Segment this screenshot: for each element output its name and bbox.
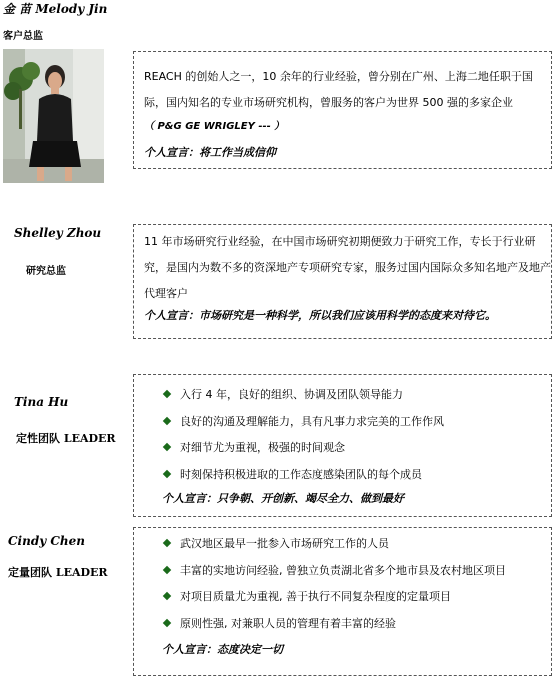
profile-role-shelley: 研究总监 — [26, 266, 66, 277]
diamond-bullet-icon — [163, 443, 171, 451]
list-item: 丰富的实地访问经验, 曾独立负责湖北省多个地市县及农村地区项目 — [164, 558, 551, 585]
profile-role-melody: 客户总监 — [3, 31, 43, 42]
profile-clients-melody: （ P&G GE WRIGLEY --- ） — [144, 121, 285, 132]
profile-motto-tina: 个人宣言：只争朝、开创新、竭尽全力、做到最好 — [162, 492, 404, 505]
diamond-bullet-icon — [163, 539, 171, 547]
list-item: 良好的沟通及理解能力，具有凡事力求完美的工作作风 — [164, 409, 551, 436]
list-item: 入行 4 年，良好的组织、协调及团队领导能力 — [164, 382, 551, 409]
list-item: 对细节尤为重视，极强的时间观念 — [164, 435, 551, 462]
profile-name-shelley: Shelley Zhou — [14, 226, 102, 240]
profile-role-cindy: 定量团队 LEADER — [8, 566, 108, 579]
portrait-image — [3, 49, 104, 183]
diamond-bullet-icon — [163, 390, 171, 398]
diamond-bullet-icon — [163, 618, 171, 626]
diamond-bullet-icon — [163, 565, 171, 573]
diamond-bullet-icon — [163, 469, 171, 477]
list-item: 对项目质量尤为重视, 善于执行不同复杂程度的定量项目 — [164, 584, 551, 611]
profile-name-tina: Tina Hu — [14, 395, 69, 409]
profile-motto-shelley: 个人宣言：市场研究是一种科学，所以我们应该用科学的态度来对待它。 — [144, 309, 496, 322]
profile-intro-shelley: 11 年市场研究行业经验，在中国市场研究初期便致力于研究工作，专长于行业研究，是国内为数不多的资深地产专项研究专家，服务过国内国际众多知名地产及地产代理客户 — [144, 235, 551, 300]
profile-card-shelley — [133, 224, 552, 339]
profile-name-melody: 金 苗 Melody Jin — [3, 2, 108, 16]
profile-bullets-tina — [134, 375, 551, 488]
list-item: 时刻保持积极进取的工作态度感染团队的每个成员 — [164, 462, 551, 489]
list-item: 原则性强, 对兼职人员的管理有着丰富的经验 — [164, 611, 551, 638]
profile-motto-melody: 个人宣言：将工作当成信仰 — [144, 146, 276, 159]
profile-motto-cindy: 个人宣言：态度决定一切 — [162, 643, 283, 656]
profile-card-melody — [133, 51, 552, 169]
diamond-bullet-icon — [163, 416, 171, 424]
profile-card-cindy — [133, 527, 552, 676]
diamond-bullet-icon — [163, 592, 171, 600]
profile-intro-melody: REACH 的创始人之一，10 余年的行业经验，曾分别在广州、上海二地任职于国际，国内知名的专业市场研究机构，曾服务的客户为世界 500 强的多家企业 — [144, 70, 533, 109]
profile-bullets-cindy — [134, 528, 551, 637]
profile-role-tina: 定性团队 LEADER — [16, 432, 116, 445]
profile-card-tina — [133, 374, 552, 517]
profile-photo-melody — [3, 49, 104, 183]
profile-name-cindy: Cindy Chen — [8, 534, 86, 548]
list-item: 武汉地区最早一批参入市场研究工作的人员 — [164, 531, 551, 558]
